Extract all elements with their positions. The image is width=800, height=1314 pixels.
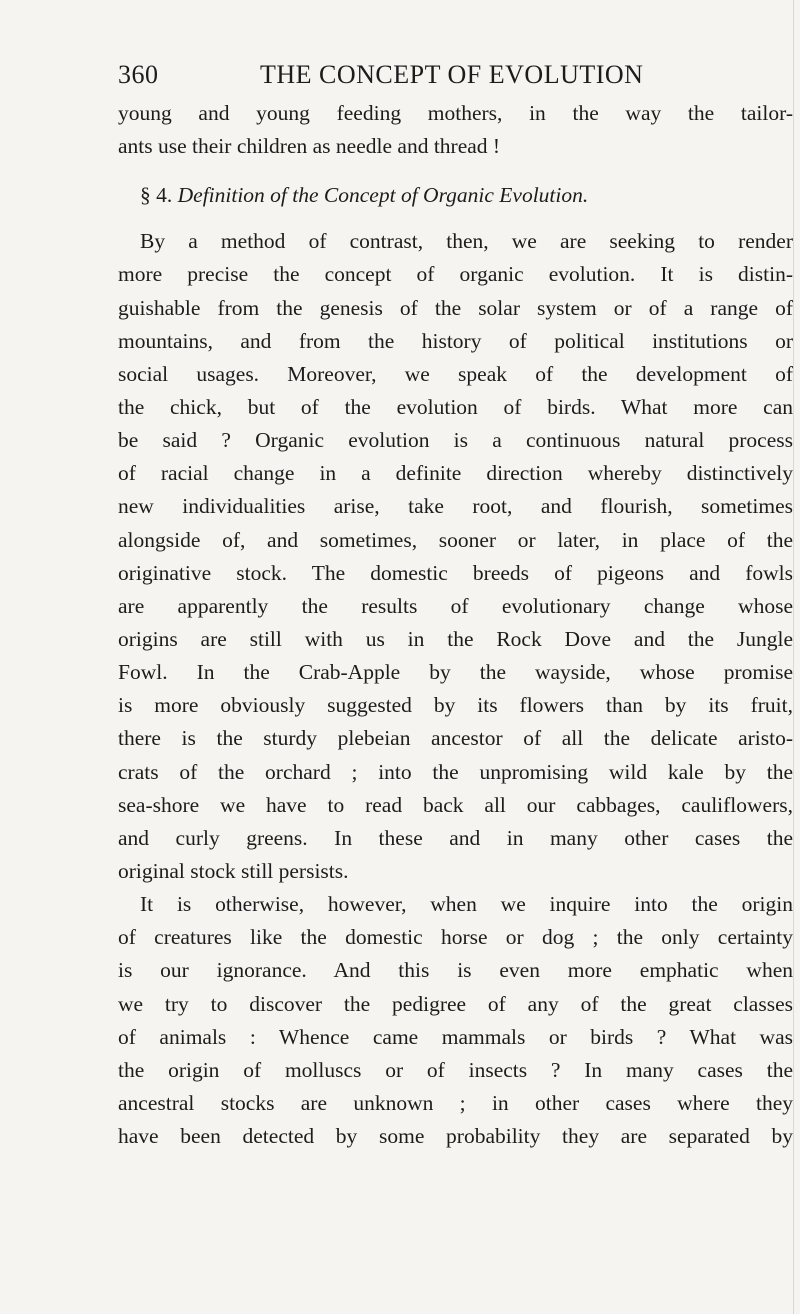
text-line: be said ? Organic evolution is a continuous natural process bbox=[118, 428, 793, 453]
text-line: guishable from the genesis of the solar system or of a range of bbox=[118, 295, 793, 320]
page-number: 360 bbox=[118, 60, 159, 89]
running-title: THE CONCEPT OF EVOLUTION bbox=[260, 60, 644, 89]
text-line: alongside of, and sometimes, sooner or later, in place of the bbox=[118, 527, 793, 552]
text-line: of animals : Whence came mammals or birds ? What was bbox=[118, 1024, 793, 1049]
text-line: the chick, but of the evolution of birds. What more can bbox=[118, 394, 793, 419]
text-line: are apparently the results of evolutionary change whose bbox=[118, 593, 793, 618]
text-line: is more obviously suggested by its flowers than by its fruit, bbox=[118, 693, 793, 718]
section-number: § 4. bbox=[140, 183, 173, 208]
text-line: young and young feeding mothers, in the way the tailor- bbox=[118, 101, 793, 125]
text-line: originative stock. The domestic breeds of pigeons and fowls bbox=[118, 560, 793, 585]
page-header bbox=[118, 60, 798, 100]
text-line: of racial change in a definite direction whereby distinctively bbox=[118, 461, 793, 486]
paragraph-first-line: By a method of contrast, then, we are seeking to render bbox=[140, 229, 793, 254]
text-line: ants use their children as needle and thread ! bbox=[118, 134, 501, 159]
paragraph-first-line: It is otherwise, however, when we inquire into the origin bbox=[140, 892, 793, 917]
text-line: have been detected by some probability they are separated by bbox=[118, 1124, 793, 1149]
text-line: of creatures like the domestic horse or dog ; the only certainty bbox=[118, 925, 793, 950]
text-line: Fowl. In the Crab-Apple by the wayside, whose promise bbox=[118, 660, 793, 685]
text-line: mountains, and from the history of political institutions or bbox=[118, 328, 793, 353]
text-line: crats of the orchard ; into the unpromising wild kale by the bbox=[118, 759, 793, 784]
text-line: the origin of molluscs or of insects ? In many cases the bbox=[118, 1057, 793, 1082]
text-line: more precise the concept of organic evolution. It is distin- bbox=[118, 262, 793, 287]
text-line: origins are still with us in the Rock Dove and the Jungle bbox=[118, 626, 793, 651]
section-title: Definition of the Concept of Organic Evolution. bbox=[177, 183, 589, 208]
text-line: new individualities arise, take root, and flourish, sometimes bbox=[118, 494, 793, 519]
text-line: sea-shore we have to read back all our cabbages, cauliflowers, bbox=[118, 792, 793, 817]
page-edge-line bbox=[793, 0, 794, 1314]
text-line: original stock still persists. bbox=[118, 858, 349, 883]
text-line: we try to discover the pedigree of any of the great classes bbox=[118, 991, 793, 1016]
text-line: and curly greens. In these and in many other cases the bbox=[118, 825, 793, 850]
section-heading bbox=[118, 177, 793, 213]
text-line: there is the sturdy plebeian ancestor of all the delicate aristo- bbox=[118, 726, 793, 751]
page-body bbox=[118, 97, 793, 1153]
text-line: ancestral stocks are unknown ; in other cases where they bbox=[118, 1090, 793, 1115]
text-line: is our ignorance. And this is even more emphatic when bbox=[118, 958, 793, 983]
text-line: social usages. Moreover, we speak of the development of bbox=[118, 361, 793, 386]
